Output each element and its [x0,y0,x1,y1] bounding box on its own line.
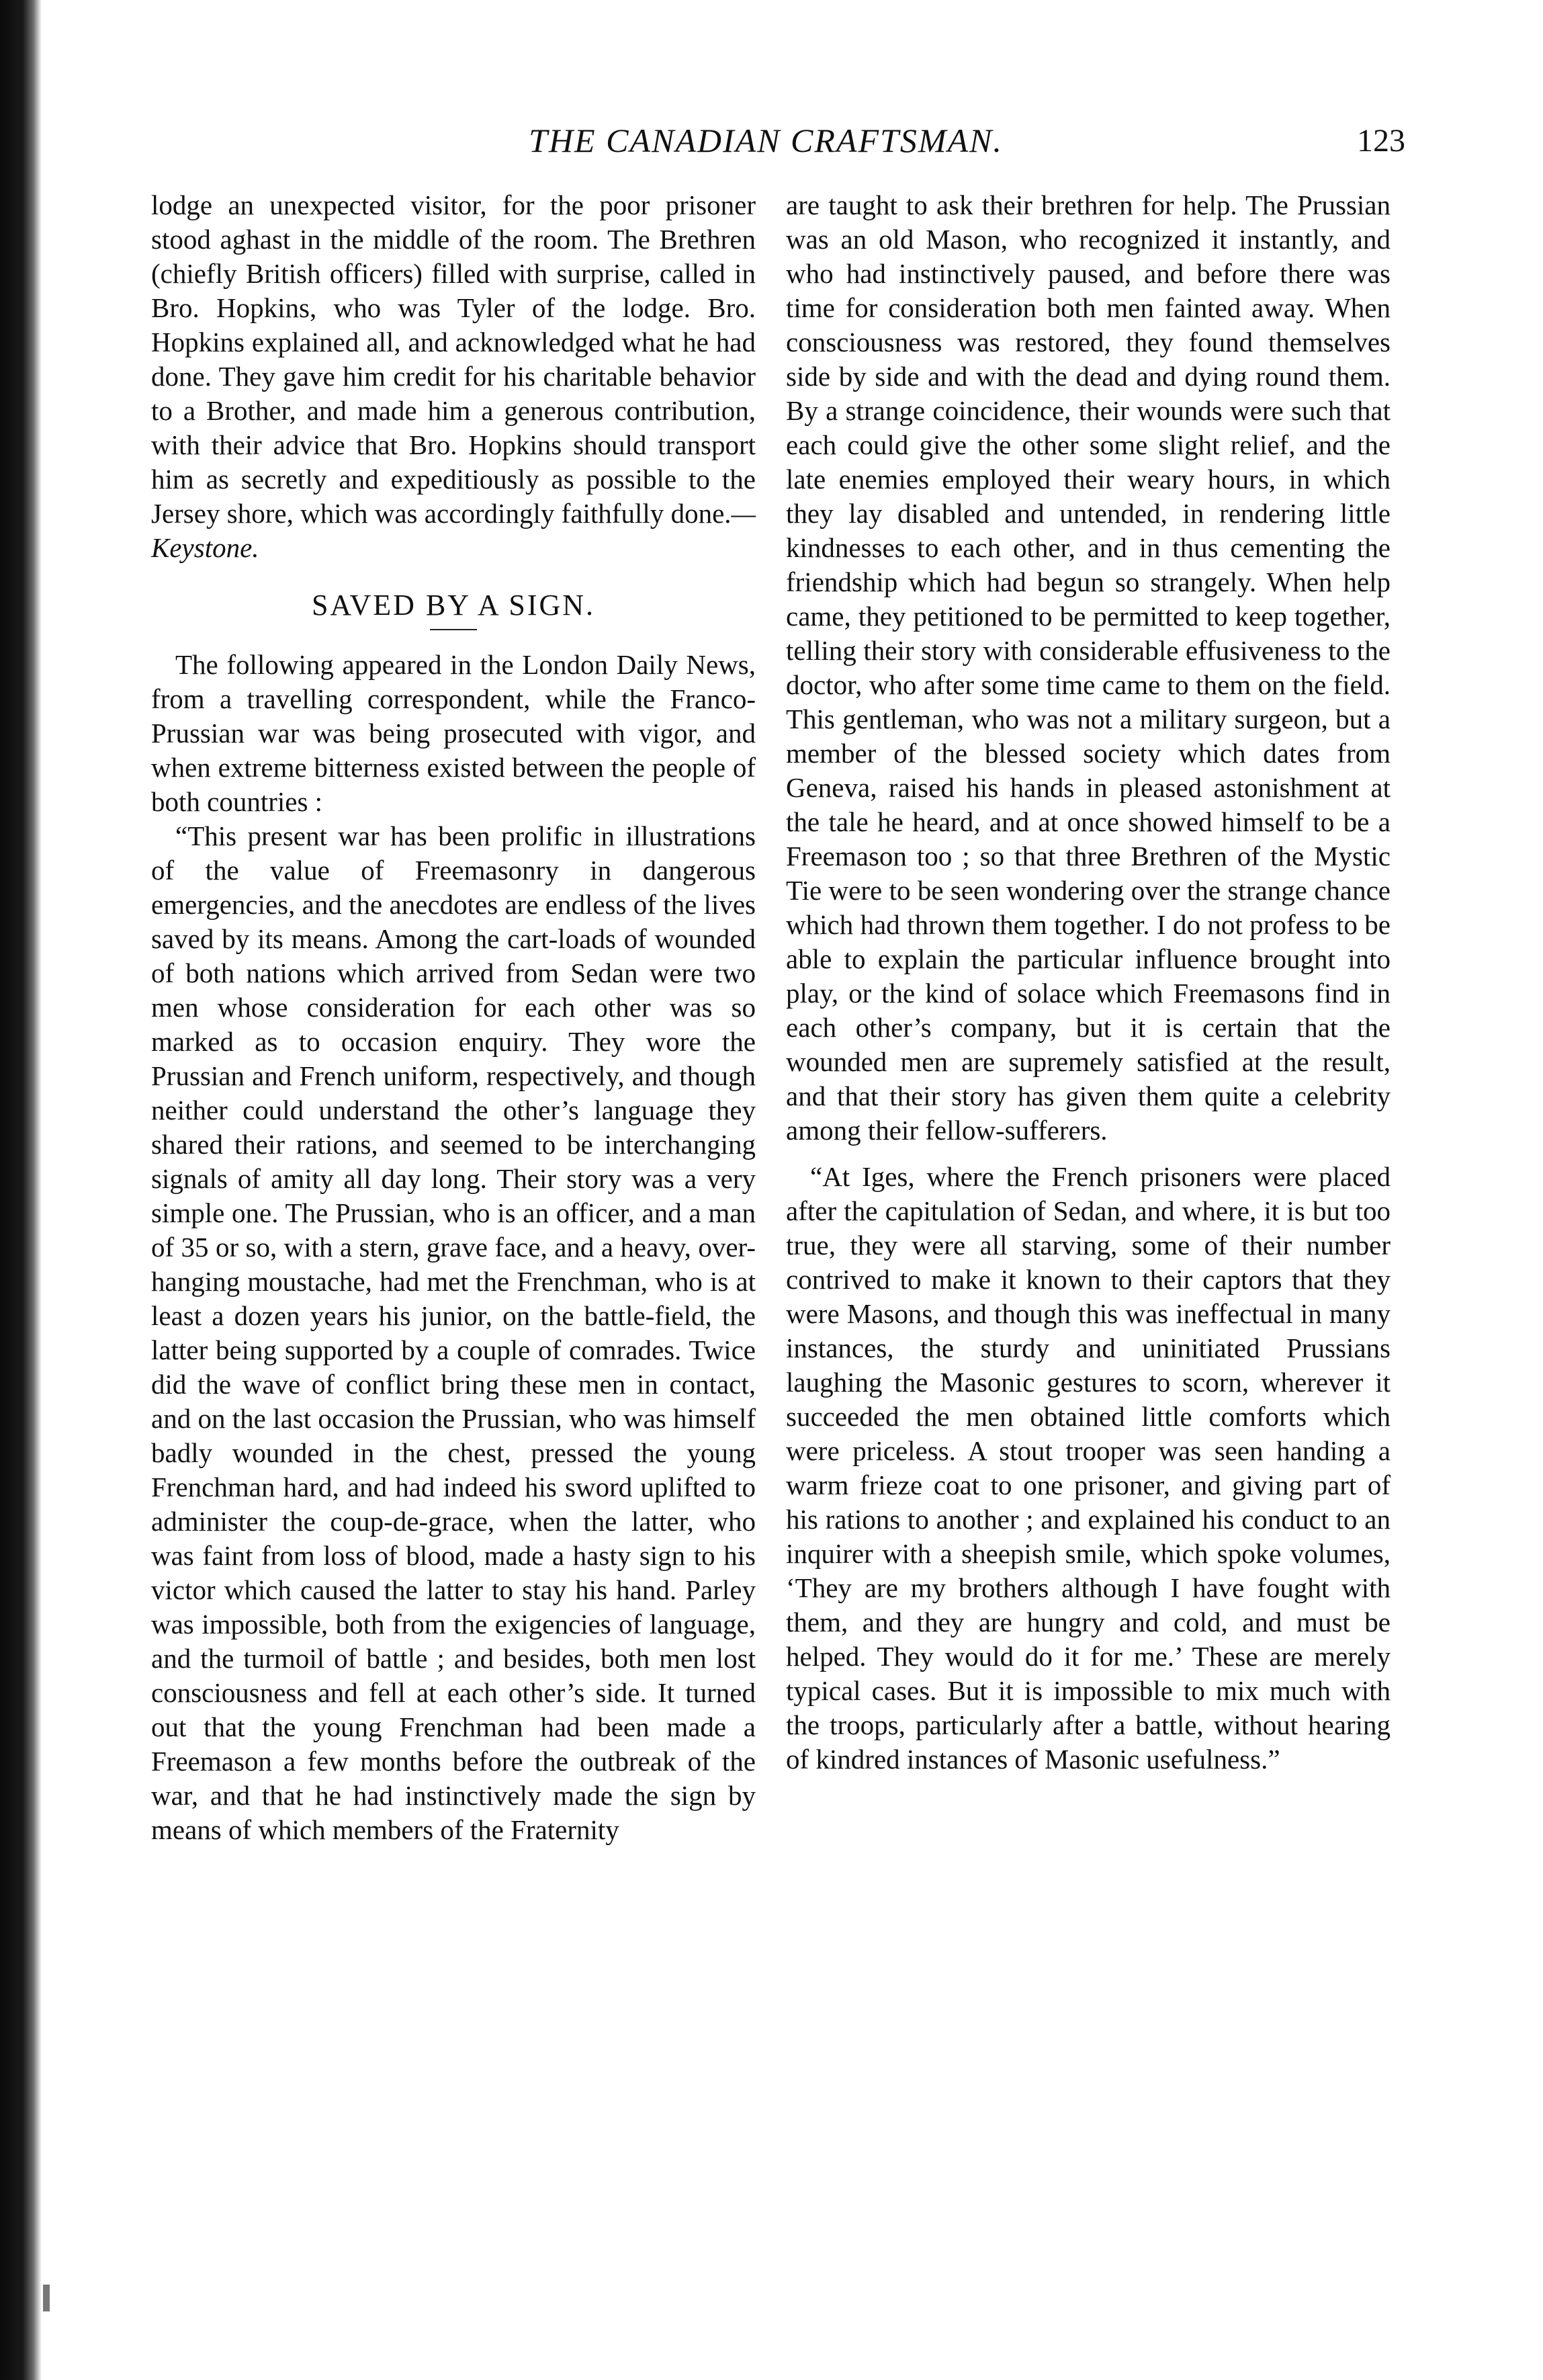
book-spine-shadow [0,0,42,2380]
quote-paragraph-2: “At Iges, where the French prisoners were placed after the capitulation of Sedan, and where, it is but too true, they were all starving, some of their number contrived to make it known to their captors that they were Masons, and though this was ineffectual in many instances, the sturdy and uninitiated Prussians laughing the Masonic gestures to scorn, wherever it succeeded the men obtained little comforts which were priceless. A stout trooper was seen handing a warm frieze coat to one prisoner, and giving part of his rations to another ; and explained his conduct to an inquirer with a sheepish smile, which spoke volumes, ‘They are my brothers although I have fought with them, and they are hungry and cold, and must be helped. They would do it for me.’ These are merely typical cases. But it is impossible to mix much with the troops, particularly after a battle, without hearing of kindred instances of Masonic usefulness.” [786,1161,1391,1775]
heading-rule [430,629,477,630]
quote-paragraph-1-continued: are taught to ask their brethren for help. The Prussian was an old Mason, who recognized it instantly, and who had instinctively paused, and before there was time for consideration both men fainted away. When consciousness was restored, they found themselves side by side and with the dead and dying round them. By a strange coincidence, their wounds were such that each could give the other some slight relief, and the late enemies employed their weary hours, in which they lay disabled and untended, in rendering little kindnesses to each other, and in thus cementing the friendship which had begun so strangely. When help came, they petitioned to be permitted to keep together, telling their story with considerable effusiveness to the doctor, who after some time came to them on the field. This gentleman, who was not a military surgeon, but a member of the blessed society which dates from Geneva, raised his hands in pleased astonishment at the tale he heard, and at once showed himself to be a Freemason too ; so that three Brethren of the Mystic Tie were to be seen wondering over the strange chance which had thrown them together. I do not profess to be able to explain the particular influence brought into play, or the kind of solace which Freemasons find in each other’s company, but it is certain that the wounded men are supremely satisfied at the result, and that their story has given them quite a celebrity among their fellow-sufferers. [786,189,1391,1146]
continuation-paragraph [151,188,756,565]
section-heading: SAVED BY A SIGN. [311,589,596,622]
right-column [786,188,1391,1777]
page-header [0,121,1543,181]
page-number: 123 [1357,123,1405,159]
quote-paragraph-1: “This present war has been prolific in illustrations of the value of Freemasonry in dangerous emergencies, and the anecdotes are endless of the lives saved by its means. Among the cart-loads of wounded of both nations which arrived from Sedan were two men whose consideration for each other was so marked as to occasion enquiry. They wore the Prussian and French uniform, respectively, and though neither could understand the other’s language they shared their rations, and seemed to be interchanging signals of amity all day long. Their story was a very simple one. The Prussian, who is an officer, and a man of 35 or so, with a stern, grave face, and a heavy, over-hanging moustache, had met the Frenchman, who is at least a dozen years his junior, on the battle-field, the latter being supported by a couple of comrades. Twice did the wave of conflict bring these men in contact, and on the last occasion the Prussian, who was himself badly wounded in the chest, pressed the young Frenchman hard, and had indeed his sword uplifted to administer the coup-de-grace, when the latter, who was faint from loss of blood, made a hasty sign to his victor which caused the latter to stay his hand. Parley was impossible, both from the exigencies of language, and the turmoil of battle ; and besides, both men lost consciousness and fell at each other’s side. It turned out that the young Frenchman had been made a Freemason a few months before the outbreak of the war, and that he had instinctively made the sign by means of which members of the Fraternity [151,820,756,1845]
running-title: THE CANADIAN CRAFTSMAN. [529,122,1003,159]
source-signature: —Keystone. [151,498,756,563]
intro-paragraph: The following appeared in the London Daily News, from a travelling correspondent, while the Franco-Prussian war was being prosecuted with vigor, and when extreme bitterness existed between the people of both countries : [151,649,756,817]
left-column [151,188,756,1847]
margin-mark [43,2285,50,2311]
continuation-text: lodge an unexpected visitor, for the poor prisoner stood aghast in the middle of the room. The Brethren (chiefly British officers) filled with surprise, called in Bro. Hopkins, who was Tyler of the lodge. Bro. Hopkins explained all, and acknowledged what he had done. They gave him credit for his charitable behavior to a Brother, and made him a generous contribution, with their advice that Bro. Hopkins should transport him as secretly and expeditiously as possible to the Jersey shore, which was accordingly faithfully done. [151,189,756,529]
